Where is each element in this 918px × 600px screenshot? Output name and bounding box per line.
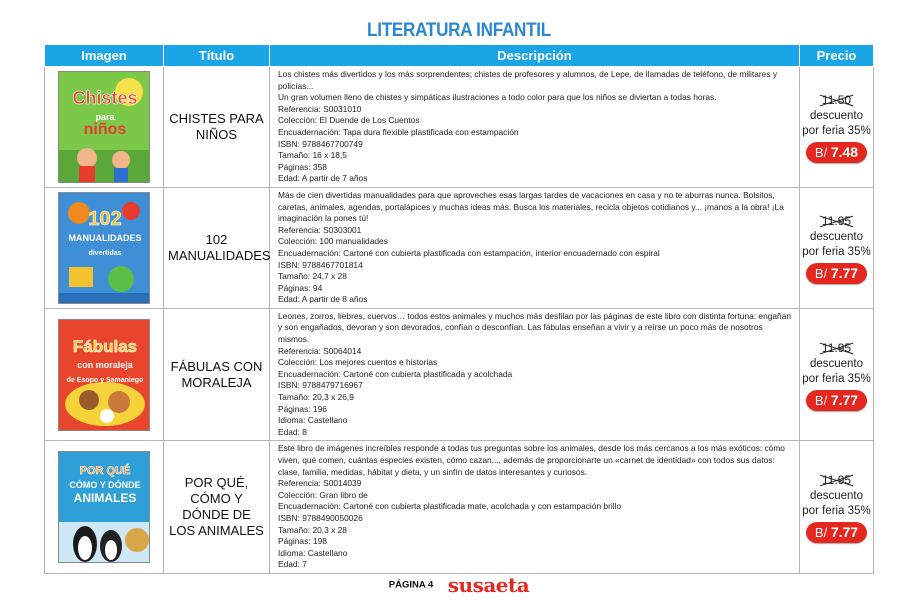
svg-text:MANUALIDADES: MANUALIDADES (68, 232, 142, 243)
description-line: Colección: Gran libro de (278, 489, 368, 500)
price-cell (800, 187, 874, 308)
description-line: Referencia: S0031010 (278, 103, 362, 114)
header-image: Imagen (45, 45, 164, 67)
fair-discount-label: por feria 35% (802, 245, 871, 258)
svg-text:POR QUÉ: POR QUÉ (79, 465, 131, 478)
cover-cell (45, 187, 164, 308)
description-line: Encuadernación: Cartoné con cubierta plastificada mate, acolchada y con estampación brillo (278, 501, 622, 512)
book-title: FÁBULAS CON MORALEJA (164, 308, 270, 441)
header-title: Título (164, 45, 270, 67)
currency-symbol: B/ (814, 144, 828, 160)
description-line: Páginas: 196 (278, 403, 327, 414)
description-line: Edad: 7 (278, 559, 307, 570)
cover-cell (45, 67, 164, 188)
cover-cell (45, 441, 164, 574)
fair-discount-label: por feria 35% (802, 505, 871, 518)
description-line: Tamaño: 20,3 x 28 (278, 524, 347, 535)
book-cover-image (58, 451, 150, 563)
page-number: PÁGINA 4 (388, 579, 434, 591)
sale-price-value: 7.77 (830, 391, 859, 408)
sale-price-badge (806, 390, 867, 411)
original-price: 11.95 (821, 473, 852, 488)
book-cover-image (58, 192, 150, 304)
book-description (270, 187, 800, 308)
header-price: Precio (800, 45, 874, 67)
book-description (270, 67, 800, 188)
currency-symbol: B/ (814, 392, 828, 408)
description-line: Páginas: 94 (278, 282, 323, 293)
svg-text:niños: niños (83, 120, 127, 138)
sale-price-value: 7.77 (830, 524, 859, 541)
description-line: Referencia: S0303001 (278, 224, 362, 235)
svg-text:divertidas: divertidas (88, 249, 122, 257)
page-title: LITERATURA INFANTIL (367, 20, 551, 41)
sale-price-value: 7.48 (830, 143, 859, 160)
description-line: Páginas: 198 (278, 536, 327, 547)
description-line: Encuadernación: Cartoné con cubierta plastificada con estampación, interior encuadernado con espiral (278, 247, 660, 258)
svg-text:para: para (95, 111, 115, 122)
description-line: Un gran volumen lleno de chistes y simpáticas ilustraciones a todo color para que los niños se diviertan a todas horas. (278, 92, 717, 103)
book-description (270, 308, 800, 441)
book-title: CHISTES PARA NIÑOS (164, 67, 270, 188)
description-line: Encuadernación: Cartoné con cubierta plastificada y acolchada (278, 368, 513, 379)
sale-price-badge (806, 142, 867, 163)
page-footer (0, 573, 918, 597)
table-header-row (45, 45, 874, 67)
fair-discount-label: por feria 35% (802, 372, 871, 385)
original-price: 11.50 (821, 92, 852, 107)
svg-text:ANIMALES: ANIMALES (73, 491, 137, 506)
description-line: ISBN: 9788467700749 (278, 138, 363, 149)
header-description: Descripción (270, 45, 800, 67)
table-row (45, 441, 874, 574)
cover-cell (45, 308, 164, 441)
description-line: Edad: A partir de 8 años (278, 294, 368, 305)
sale-price-badge (806, 522, 867, 543)
table-row (45, 187, 874, 308)
discount-label: descuento (809, 230, 864, 243)
description-line: ISBN: 9788467701814 (278, 259, 363, 270)
description-line: Encuadernación: Tapa dura flexible plastificada con estampación (278, 126, 519, 137)
catalog-table (44, 44, 874, 574)
sale-price-badge (806, 263, 867, 284)
description-line: Tamaño: 16 x 18,5 (278, 150, 347, 161)
svg-text:Chistes: Chistes (72, 87, 138, 108)
description-line: Edad: A partir de 7 años (278, 173, 368, 184)
brand-logo: susaeta (447, 573, 530, 597)
book-title: POR QUÉ, CÓMO Y DÓNDE DE LOS ANIMALES (164, 441, 270, 574)
discount-label: descuento (809, 490, 864, 503)
svg-text:de Esopo y Samaniego: de Esopo y Samaniego (66, 376, 144, 384)
price-cell (800, 308, 874, 441)
original-price: 11.95 (821, 213, 852, 228)
svg-text:CÓMO Y DÓNDE: CÓMO Y DÓNDE (69, 480, 141, 491)
book-title: 102 MANUALIDADES (164, 187, 270, 308)
book-description (270, 441, 800, 574)
svg-text:con moraleja: con moraleja (77, 359, 133, 370)
currency-symbol: B/ (814, 525, 828, 541)
description-line: Tamaño: 24,7 x 28 (278, 271, 347, 282)
book-cover-image (58, 319, 150, 431)
description-line: Edad: 8 (278, 426, 307, 437)
original-price: 11.95 (821, 340, 852, 355)
description-line: Idioma: Castellano (278, 415, 348, 426)
description-line: Colección: 100 manualidades (278, 236, 388, 247)
description-line: Colección: El Duende de Los Cuentos (278, 115, 420, 126)
description-line: Colección: Los mejores cuentos e historias (278, 357, 438, 368)
discount-label: descuento (809, 357, 864, 370)
description-line: Tamaño: 20,3 x 26,9 (278, 392, 354, 403)
description-line: Referencia: S0064014 (278, 345, 362, 356)
description-line: Leones, zorros, liebres, cuervos… todos estos animales y muchos más desfilan por las páginas de este libro con distinta fortuna: engañan y son engañados, devoran y son devorados, confían o desconfían. Las fábulas enseñan a vivir y a reírse un poco más de nosotros mismos. (278, 310, 792, 345)
table-row (45, 308, 874, 441)
table-row (45, 67, 874, 188)
discount-label: descuento (809, 109, 864, 122)
sale-price-value: 7.77 (830, 264, 859, 281)
description-line: Referencia: S0014039 (278, 478, 362, 489)
description-line: Idioma: Castellano (278, 547, 348, 558)
description-line: Más de cien divertidas manualidades para que aproveches esas largas tardes de vacaciones en casa y no te aburras nunca. Bolsitos, caretas, animales, agendas, portalápices y muchas ideas más. Busca los materiales, recicla objetos cotidianos y... ¡manos a la obra! ¡La imaginación la pones tú! (278, 189, 784, 224)
currency-symbol: B/ (814, 265, 828, 281)
description-line: Los chistes más divertidos y los más sorprendentes; chistes de profesores y alumnos, de Lepe, de llamadas de teléfono, de militares y policías... (278, 69, 778, 91)
description-line: Páginas: 358 (278, 161, 327, 172)
svg-text:Fábulas: Fábulas (72, 336, 138, 356)
description-line: ISBN: 9788479716967 (278, 380, 363, 391)
svg-text:102: 102 (88, 207, 122, 230)
price-cell (800, 67, 874, 188)
book-cover-image (58, 71, 150, 183)
price-cell (800, 441, 874, 574)
description-line: ISBN: 9788490050026 (278, 512, 363, 523)
description-line: Este libro de imágenes increíbles responde a todas tus preguntas sobre los animales, desde los más cercanos a los más exóticos: cómo viven, qué comen, cuántas especies existen, cómo cazan..., además de proporcionarte un «carnet de identidad» con todos sus datos: clase, familia, medidas, hábitat y dieta, y un sinfín de datos interesantes y curiosos. (278, 443, 785, 477)
fair-discount-label: por feria 35% (802, 124, 871, 137)
